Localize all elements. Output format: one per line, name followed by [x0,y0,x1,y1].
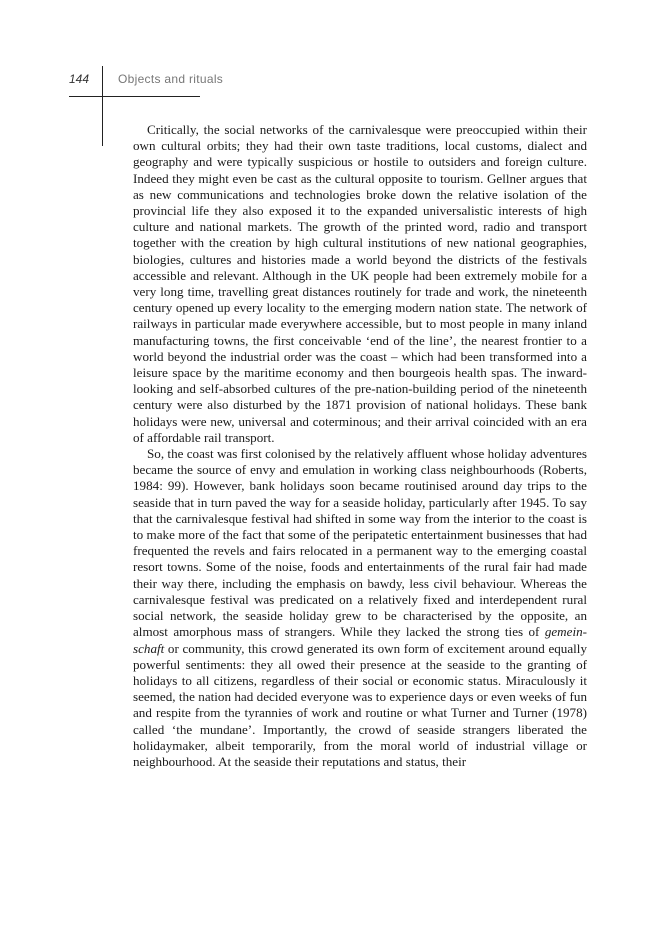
header-vertical-rule [102,66,103,146]
italic-term-gemeinschaft: gemeinschaft [133,624,587,656]
page-number: 144 [69,72,90,86]
paragraph-2-text-a: So, the coast was first colonised by the relatively affluent whose holiday adventures became the source of envy and emulation in working class neighbourhoods (Roberts, 1984: 99). However, bank holidays soon became routinised around day trips to the seaside that in turn paved the way for a seaside holiday, particularly after 1945. To say that the carnivalesque festival had shifted in some way from the interior to the coast is to make more of the fact that some of the peripatetic entertainment businesses that had frequented the revels and fairs relocated in a permanent way to the emerging coastal resort towns. Some of the noise, foods and entertainments of the rural fair had made their way there, including the emphasis on bawdy, less civil behaviour. Whereas the carnivalesque festival was predicated on a relatively fixed and interdependent rural social network, the seaside holiday grew to be characterised by the opposite, an almost amorphous mass of strangers. While they lacked the strong ties of [133,446,587,640]
running-head: Objects and rituals [118,72,224,86]
header-horizontal-rule [69,96,200,97]
body-text [133,122,587,770]
paragraph-2 [133,446,587,770]
paragraph-2-text-b: or community, this crowd generated its own form of excitement around equally powerful sentiments: they all owed their presence at the seaside to the granting of holidays to all citizens, regardless of their social or economic status. Miraculously it seemed, the nation had decided everyone was to experience days or even weeks of fun and respite from the tyrannies of work and routine or what Turner and Turner (1978) called ‘the mundane’. Importantly, the crowd of seaside strangers liberated the holidaymaker, albeit temporarily, from the moral world of industrial village or neighbourhood. At the seaside their reputations and status, their [133,640,587,769]
paragraph-1: Critically, the social networks of the carnivalesque were preoccupied within their own cultural orbits; they had their own taste traditions, local customs, dialect and geography and were typically suspicious or hostile to outsiders and foreign culture. Indeed they might even be cast as the cultural opposite to tourism. Gellner argues that as new communications and technologies broke down the relative isolation of the provincial life they also exposed it to the expanded universalistic interests of high culture and national markets. The growth of the printed word, radio and transport together with the creation by high cultural institutions of new national geographies, biologies, cultures and histories made a world beyond the districts of the festivals accessible and relevant. Although in the UK people had been extremely mobile for a very long time, travelling great distances routinely for trade and work, the nineteenth century opened up every locality to the emerging modern nation state. The network of railways in particular made everywhere accessible, but to most people in many inland manufacturing towns, the first conceivable ‘end of the line’, the nearest frontier to a world beyond the industrial order was the coast – which had been transformed into a leisure space by the maritime economy and then bourgeois health spas. The inward-looking and self-absorbed cultures of the pre-nation-building period of the nineteenth century were also disturbed by the 1871 provision of national holidays. These bank holidays were new, universal and coterminous; and their arrival coincided with an era of affordable rail transport. [133,122,587,445]
